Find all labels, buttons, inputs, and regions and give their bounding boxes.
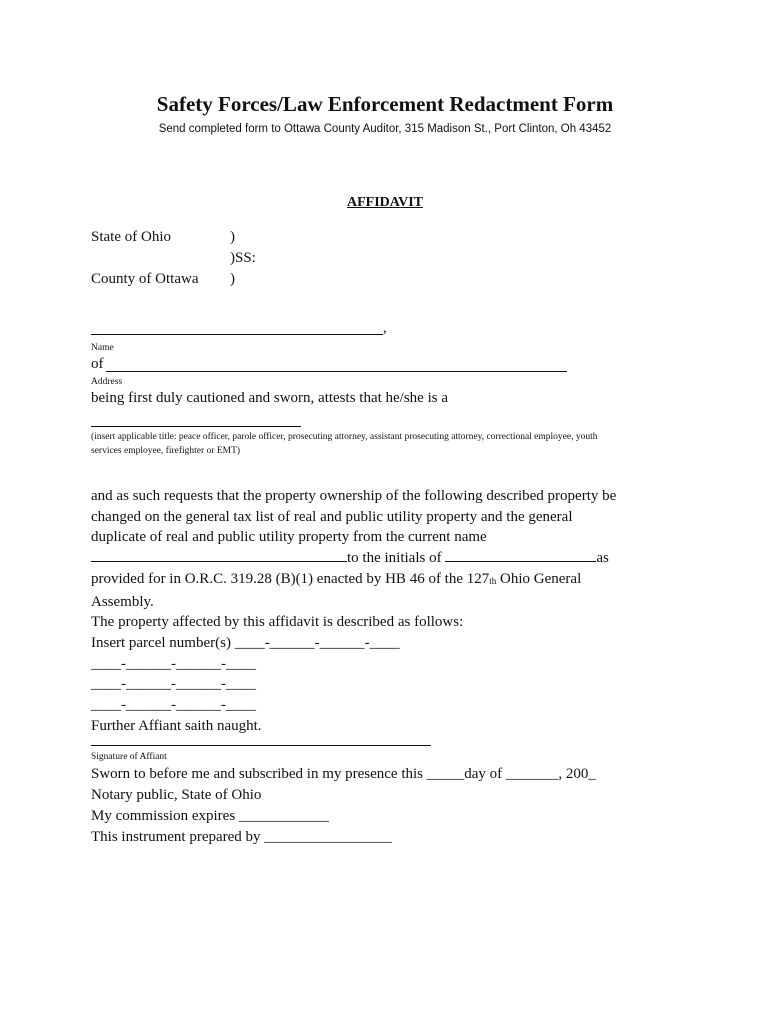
as-text: as xyxy=(596,550,609,567)
notary-text: Notary public, State of Ohio xyxy=(91,787,262,803)
form-subtitle: Send completed form to Ottawa County Auditor, 315 Madison St., Port Clinton, Oh 43452 xyxy=(158,123,612,135)
name-comma: , xyxy=(383,320,387,336)
ordinal-suffix: th xyxy=(489,575,497,586)
parcel-input[interactable]: ____-______-______-____ xyxy=(234,634,400,651)
orc-text-end: Ohio General xyxy=(496,570,582,587)
orc-line xyxy=(91,569,651,592)
commission-input[interactable]: ____________ xyxy=(238,808,329,824)
year-text: , 200_ xyxy=(558,766,596,782)
naught-text: Further Affiant saith naught. xyxy=(91,717,262,734)
parcel-input[interactable]: ____-______-______-____ xyxy=(91,676,256,693)
parcel-input[interactable]: ____-______-______-____ xyxy=(91,697,256,714)
current-name-input[interactable] xyxy=(91,548,347,562)
venue-paren-top: ) xyxy=(230,229,235,245)
prepared-line xyxy=(91,829,392,846)
paragraph-line: duplicate of real and public utility property from the current name xyxy=(91,529,487,546)
month-input[interactable]: _______ xyxy=(505,766,559,782)
name-input-line[interactable] xyxy=(91,334,383,335)
title-hint-line1: (insert applicable title: peace officer, parole officer, prosecuting attorney, assistant prosecuting attorney, correctional employee, youth xyxy=(91,432,598,442)
commission-line xyxy=(91,808,329,825)
commission-label: My commission expires xyxy=(91,808,236,824)
venue-paren-bottom: ) xyxy=(230,271,235,287)
venue-ss: )SS: xyxy=(230,250,256,266)
paragraph-line: Assembly. xyxy=(91,593,154,610)
address-of-label: of xyxy=(91,356,104,372)
sworn-line xyxy=(91,766,596,783)
name-change-line xyxy=(91,548,651,569)
venue-state: State of Ohio xyxy=(91,229,171,245)
name-label: Name xyxy=(91,343,114,353)
address-input-line[interactable] xyxy=(106,371,567,372)
orc-text: provided for in O.R.C. 319.28 (B)(1) enacted by HB 46 of the 127 xyxy=(91,570,490,587)
attest-text: being first duly cautioned and sworn, attests that he/she is a xyxy=(91,390,449,406)
paragraph-line: The property affected by this affidavit is described as follows: xyxy=(91,614,464,631)
request-paragraph xyxy=(91,486,651,736)
venue-county: County of Ottawa xyxy=(91,271,199,287)
day-of-text: day of xyxy=(464,766,503,782)
prepared-input[interactable]: _________________ xyxy=(264,829,392,845)
title-input-line[interactable] xyxy=(91,426,301,427)
address-label: Address xyxy=(91,377,123,387)
prepared-label: This instrument prepared by xyxy=(91,829,261,845)
signature-input-line[interactable] xyxy=(91,745,431,746)
parcel-input[interactable]: ____-______-______-____ xyxy=(91,655,256,672)
parcel-line xyxy=(91,633,651,654)
title-hint-line2: services employee, firefighter or EMT) xyxy=(91,446,241,456)
paragraph-line: and as such requests that the property ownership of the following described property be xyxy=(91,488,617,504)
form-title: Safety Forces/Law Enforcement Redactment Form xyxy=(156,92,614,116)
paragraph-line: changed on the general tax list of real and public utility property and the general xyxy=(91,508,573,525)
parcel-label: Insert parcel number(s) xyxy=(91,634,231,651)
day-input[interactable]: _____ xyxy=(426,766,465,782)
signature-label: Signature of Affiant xyxy=(91,752,167,762)
affidavit-heading: AFFIDAVIT xyxy=(347,195,423,210)
initials-input[interactable] xyxy=(445,548,596,562)
sworn-text: Sworn to before me and subscribed in my presence this xyxy=(91,766,423,782)
to-initials-text: to the initials of xyxy=(347,550,442,567)
